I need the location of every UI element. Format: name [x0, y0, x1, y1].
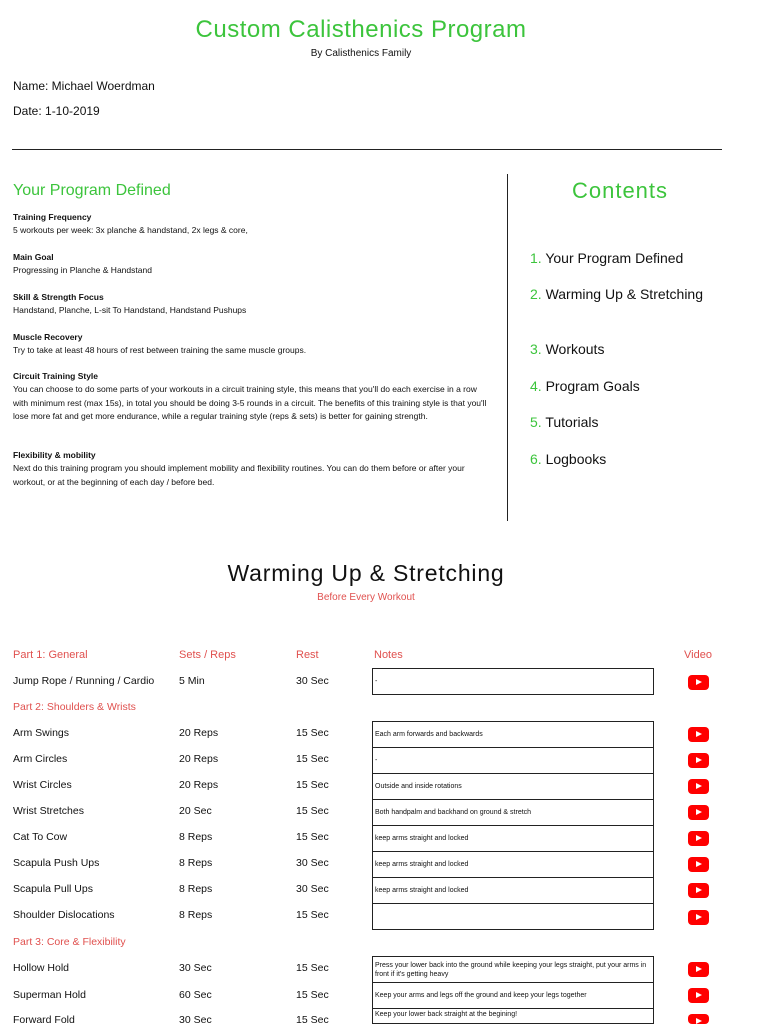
exercise-rest: 30 Sec: [296, 857, 329, 869]
exercise-name: Hollow Hold: [13, 962, 70, 974]
exercise-name: Shoulder Dislocations: [13, 909, 115, 921]
section-label: Training Frequency: [13, 212, 92, 222]
section-text: You can choose to do some parts of your workouts in a circuit training style, this means that you'll do each exercise in a row with minimum rest (max 15s), in total you should be doing 3-5 rounds in a circuit. The benefits of this training style is that you'll lose more fat and get more endurance, while a regular training style (reps & sets) is better for gaining strength.: [13, 384, 487, 422]
youtube-video-icon[interactable]: [688, 727, 709, 742]
youtube-video-icon[interactable]: [688, 831, 709, 846]
section-label: Main Goal: [13, 252, 54, 262]
section-label: Flexibility & mobility: [13, 450, 96, 460]
date-line: Date: 1-10-2019: [13, 104, 100, 118]
toc-number: 6.: [530, 451, 542, 467]
section-text: Handstand, Planche, L-sit To Handstand, Handstand Pushups: [13, 305, 247, 316]
exercise-rest: 15 Sec: [296, 753, 329, 765]
page-subtitle: By Calisthenics Family: [310, 48, 412, 59]
exercise-notes-field[interactable]: -: [372, 747, 654, 774]
section-text: 5 workouts per week: 3x planche & handstand, 2x legs & core,: [13, 225, 248, 236]
exercise-name: Jump Rope / Running / Cardio: [13, 675, 155, 687]
exercise-rest: 30 Sec: [296, 675, 329, 687]
youtube-video-icon[interactable]: [688, 883, 709, 898]
exercise-name: Wrist Circles: [13, 779, 72, 791]
exercise-rest: 15 Sec: [296, 909, 329, 921]
exercise-notes-field[interactable]: keep arms straight and locked: [372, 851, 654, 878]
part-3-heading: Part 3: Core & Flexibility: [13, 936, 126, 948]
toc-label: Warming Up & Stretching: [545, 286, 704, 302]
toc-item-warming-up[interactable]: [530, 285, 720, 303]
section-label: Muscle Recovery: [13, 332, 83, 342]
exercise-rest: 15 Sec: [296, 831, 329, 843]
youtube-video-icon[interactable]: [688, 962, 709, 977]
page-title: Custom Calisthenics Program: [195, 16, 527, 43]
toc-number: 5.: [530, 414, 542, 430]
toc-label: Your Program Defined: [545, 250, 684, 266]
exercise-sets: 20 Reps: [179, 753, 219, 765]
toc-item-program-goals[interactable]: [530, 377, 720, 395]
youtube-video-icon[interactable]: [688, 753, 709, 768]
exercise-name: Arm Circles: [13, 753, 68, 765]
exercise-sets: 30 Sec: [179, 1014, 212, 1026]
notes-header: Notes: [374, 649, 403, 661]
header-divider: [12, 149, 722, 150]
part-1-heading: Part 1: General: [13, 649, 88, 661]
section-label: Skill & Strength Focus: [13, 292, 104, 302]
toc-number: 4.: [530, 378, 542, 394]
youtube-video-icon[interactable]: [688, 910, 709, 925]
exercise-sets: 8 Reps: [179, 831, 213, 843]
exercise-notes-field[interactable]: keep arms straight and locked: [372, 825, 654, 852]
video-header: Video: [684, 649, 712, 661]
exercise-notes-field[interactable]: Press your lower back into the ground while keeping your legs straight, put your arms in front if it's getting heavy: [372, 956, 654, 983]
warmup-title: Warming Up & Stretching: [227, 560, 505, 586]
toc-item-tutorials[interactable]: [530, 413, 720, 431]
section-label: Circuit Training Style: [13, 371, 99, 381]
toc-number: 3.: [530, 341, 542, 357]
toc-number: 1.: [530, 250, 542, 266]
section-training-frequency: [13, 211, 493, 238]
exercise-name: Scapula Pull Ups: [13, 883, 93, 895]
exercise-notes-field[interactable]: Outside and inside rotations: [372, 773, 654, 800]
section-circuit-training: [13, 370, 493, 424]
toc-item-program-defined[interactable]: [530, 249, 720, 267]
exercise-rest: 30 Sec: [296, 883, 329, 895]
youtube-video-icon[interactable]: [688, 779, 709, 794]
toc-item-workouts[interactable]: [530, 340, 720, 358]
exercise-sets: 30 Sec: [179, 962, 212, 974]
section-text: Try to take at least 48 hours of rest between training the same muscle groups.: [13, 345, 307, 356]
section-text: Progressing in Planche & Handstand: [13, 265, 152, 276]
exercise-sets: 20 Reps: [179, 779, 219, 791]
name-line: Name: Michael Woerdman: [13, 79, 155, 93]
exercise-rest: 15 Sec: [296, 779, 329, 791]
exercise-notes-field[interactable]: keep arms straight and locked: [372, 877, 654, 904]
warmup-subtitle: Before Every Workout: [317, 592, 415, 603]
exercise-name: Scapula Push Ups: [13, 857, 100, 869]
exercise-sets: 20 Sec: [179, 805, 212, 817]
exercise-sets: 20 Reps: [179, 727, 219, 739]
toc-label: Workouts: [545, 341, 605, 357]
part-2-heading: Part 2: Shoulders & Wrists: [13, 701, 136, 713]
exercise-notes-field[interactable]: [372, 903, 654, 930]
exercise-name: Cat To Cow: [13, 831, 68, 843]
toc-number: 2.: [530, 286, 542, 302]
exercise-sets: 5 Min: [179, 675, 205, 687]
section-text: Next do this training program you should implement mobility and flexibility routines. You can do them before or after your workout, or at the beginning of each day / before bed.: [13, 463, 465, 487]
exercise-sets: 8 Reps: [179, 883, 213, 895]
exercise-rest: 15 Sec: [296, 989, 329, 1001]
exercise-sets: 8 Reps: [179, 857, 213, 869]
program-defined-heading: Your Program Defined: [13, 182, 171, 199]
youtube-video-icon[interactable]: [688, 988, 709, 1003]
exercise-notes-field[interactable]: -: [372, 668, 654, 695]
exercise-sets: 60 Sec: [179, 989, 212, 1001]
exercise-name: Superman Hold: [13, 989, 86, 1001]
toc-item-logbooks[interactable]: [530, 450, 720, 468]
toc-label: Logbooks: [545, 451, 607, 467]
youtube-video-icon[interactable]: [688, 857, 709, 872]
toc-label: Program Goals: [545, 378, 640, 394]
exercise-name: Wrist Stretches: [13, 805, 84, 817]
exercise-rest: 15 Sec: [296, 805, 329, 817]
section-muscle-recovery: [13, 331, 493, 358]
exercise-notes-field[interactable]: Keep your arms and legs off the ground and keep your legs together: [372, 982, 654, 1009]
column-divider: [507, 174, 508, 521]
section-flexibility: [13, 449, 493, 489]
rest-header: Rest: [296, 649, 319, 661]
exercise-notes-field[interactable]: Keep your lower back straight at the begining!: [372, 1008, 654, 1024]
section-main-goal: [13, 251, 493, 278]
youtube-video-icon[interactable]: [688, 675, 709, 690]
exercise-notes-field[interactable]: Both handpalm and backhand on ground & stretch: [372, 799, 654, 826]
youtube-video-icon[interactable]: [688, 805, 709, 820]
sets-header: Sets / Reps: [179, 649, 236, 661]
exercise-name: Arm Swings: [13, 727, 70, 739]
toc-label: Tutorials: [545, 414, 599, 430]
youtube-video-icon[interactable]: [688, 1014, 709, 1024]
exercise-name: Forward Fold: [13, 1014, 75, 1026]
exercise-rest: 15 Sec: [296, 727, 329, 739]
section-skill-focus: [13, 291, 493, 318]
contents-heading: Contents: [571, 178, 669, 203]
exercise-sets: 8 Reps: [179, 909, 213, 921]
exercise-rest: 15 Sec: [296, 1014, 329, 1026]
exercise-rest: 15 Sec: [296, 962, 329, 974]
exercise-notes-field[interactable]: Each arm forwards and backwards: [372, 721, 654, 748]
